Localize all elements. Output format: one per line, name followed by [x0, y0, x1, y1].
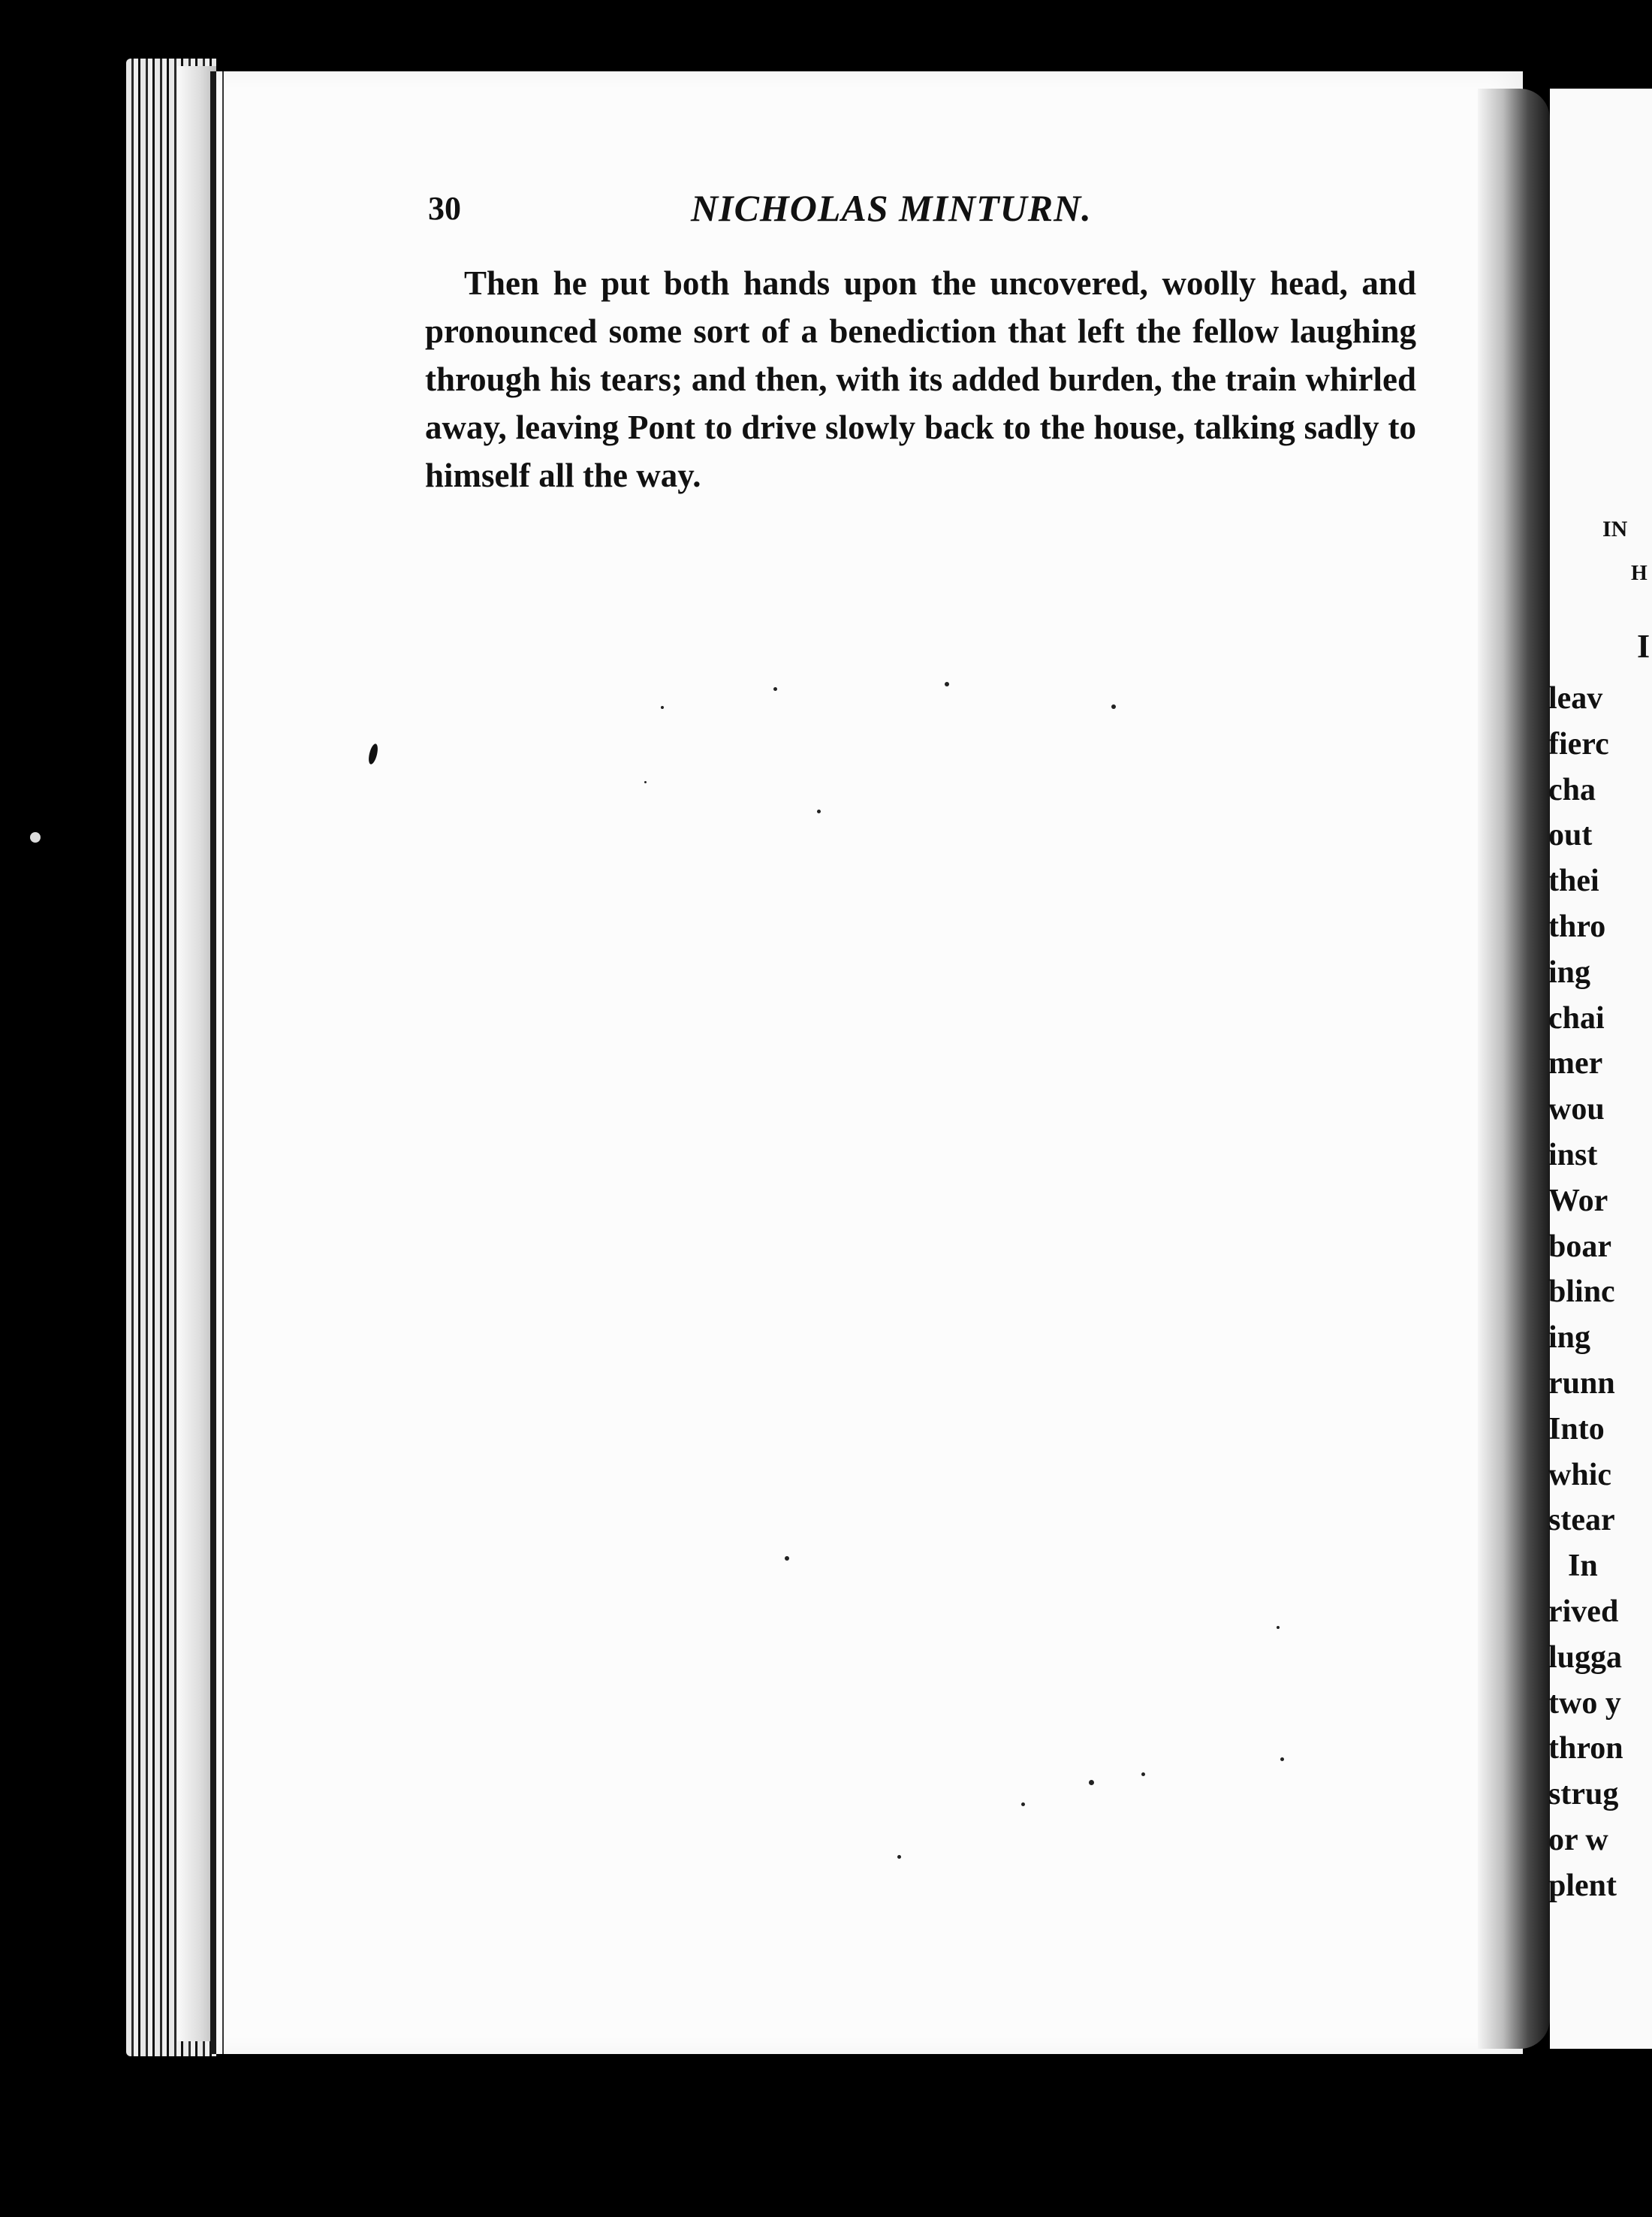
facing-text-lines [1548, 676, 1652, 1909]
dust-speck [644, 781, 647, 783]
facing-line: cha [1548, 772, 1596, 807]
facing-line: mer [1548, 1046, 1603, 1081]
facing-line: wou [1548, 1092, 1605, 1127]
dust-speck [1280, 1757, 1284, 1761]
dust-speck [1141, 1772, 1145, 1776]
facing-line: fierc [1548, 726, 1609, 762]
facing-line: Into [1548, 1411, 1605, 1446]
facing-dropcap: I [1637, 628, 1650, 665]
dust-speck [945, 682, 949, 686]
page-number: 30 [428, 190, 461, 227]
body-text [425, 259, 1416, 499]
facing-line: thron [1548, 1731, 1623, 1766]
facing-line: thei [1548, 864, 1599, 899]
dust-speck [1111, 704, 1116, 709]
facing-line: ing [1548, 1320, 1591, 1356]
facing-line: blinc [1548, 1274, 1615, 1310]
facing-line: strug [1548, 1777, 1619, 1812]
dust-speck [661, 706, 664, 709]
facing-line: rived [1548, 1594, 1619, 1629]
facing-line: ing [1548, 955, 1591, 990]
dust-speck [817, 810, 821, 813]
facing-line: runn [1548, 1365, 1615, 1401]
facing-line: two y [1548, 1685, 1621, 1721]
facing-line: or w [1548, 1822, 1608, 1857]
dust-speck [785, 1556, 789, 1561]
binding-gutter [1478, 89, 1550, 2049]
facing-line: plent [1548, 1868, 1617, 1903]
facing-line: out [1548, 818, 1593, 853]
facing-line: inst [1548, 1137, 1598, 1172]
dust-speck [1021, 1802, 1025, 1806]
facing-line: In [1568, 1549, 1598, 1584]
facing-line: chai [1548, 1000, 1605, 1036]
facing-line: Wor [1548, 1183, 1608, 1218]
dust-speck [1089, 1780, 1094, 1785]
dust-speck [897, 1855, 901, 1859]
dust-speck [773, 687, 777, 691]
facing-line: whic [1548, 1457, 1611, 1492]
dust-speck [30, 832, 41, 843]
facing-line: stear [1548, 1503, 1615, 1538]
facing-line: thro [1548, 909, 1606, 944]
dust-speck [1277, 1626, 1280, 1629]
facing-line: leav [1548, 681, 1603, 716]
facing-line: lugga [1548, 1639, 1623, 1675]
facing-line: boar [1548, 1229, 1611, 1264]
facing-heading-1: IN [1602, 517, 1628, 541]
facing-heading-2: H [1631, 562, 1647, 585]
running-head: NICHOLAS MINTURN. [691, 187, 1092, 229]
paragraph: Then he put both hands upon the uncovered, woolly head, and pronounced some sort of a benediction that left the fellow laughing through his tears; and then, with its added burden, the train whirled away, leaving Pont to drive slowly back to the house, talking sadly to himself all the way. [425, 264, 1416, 494]
